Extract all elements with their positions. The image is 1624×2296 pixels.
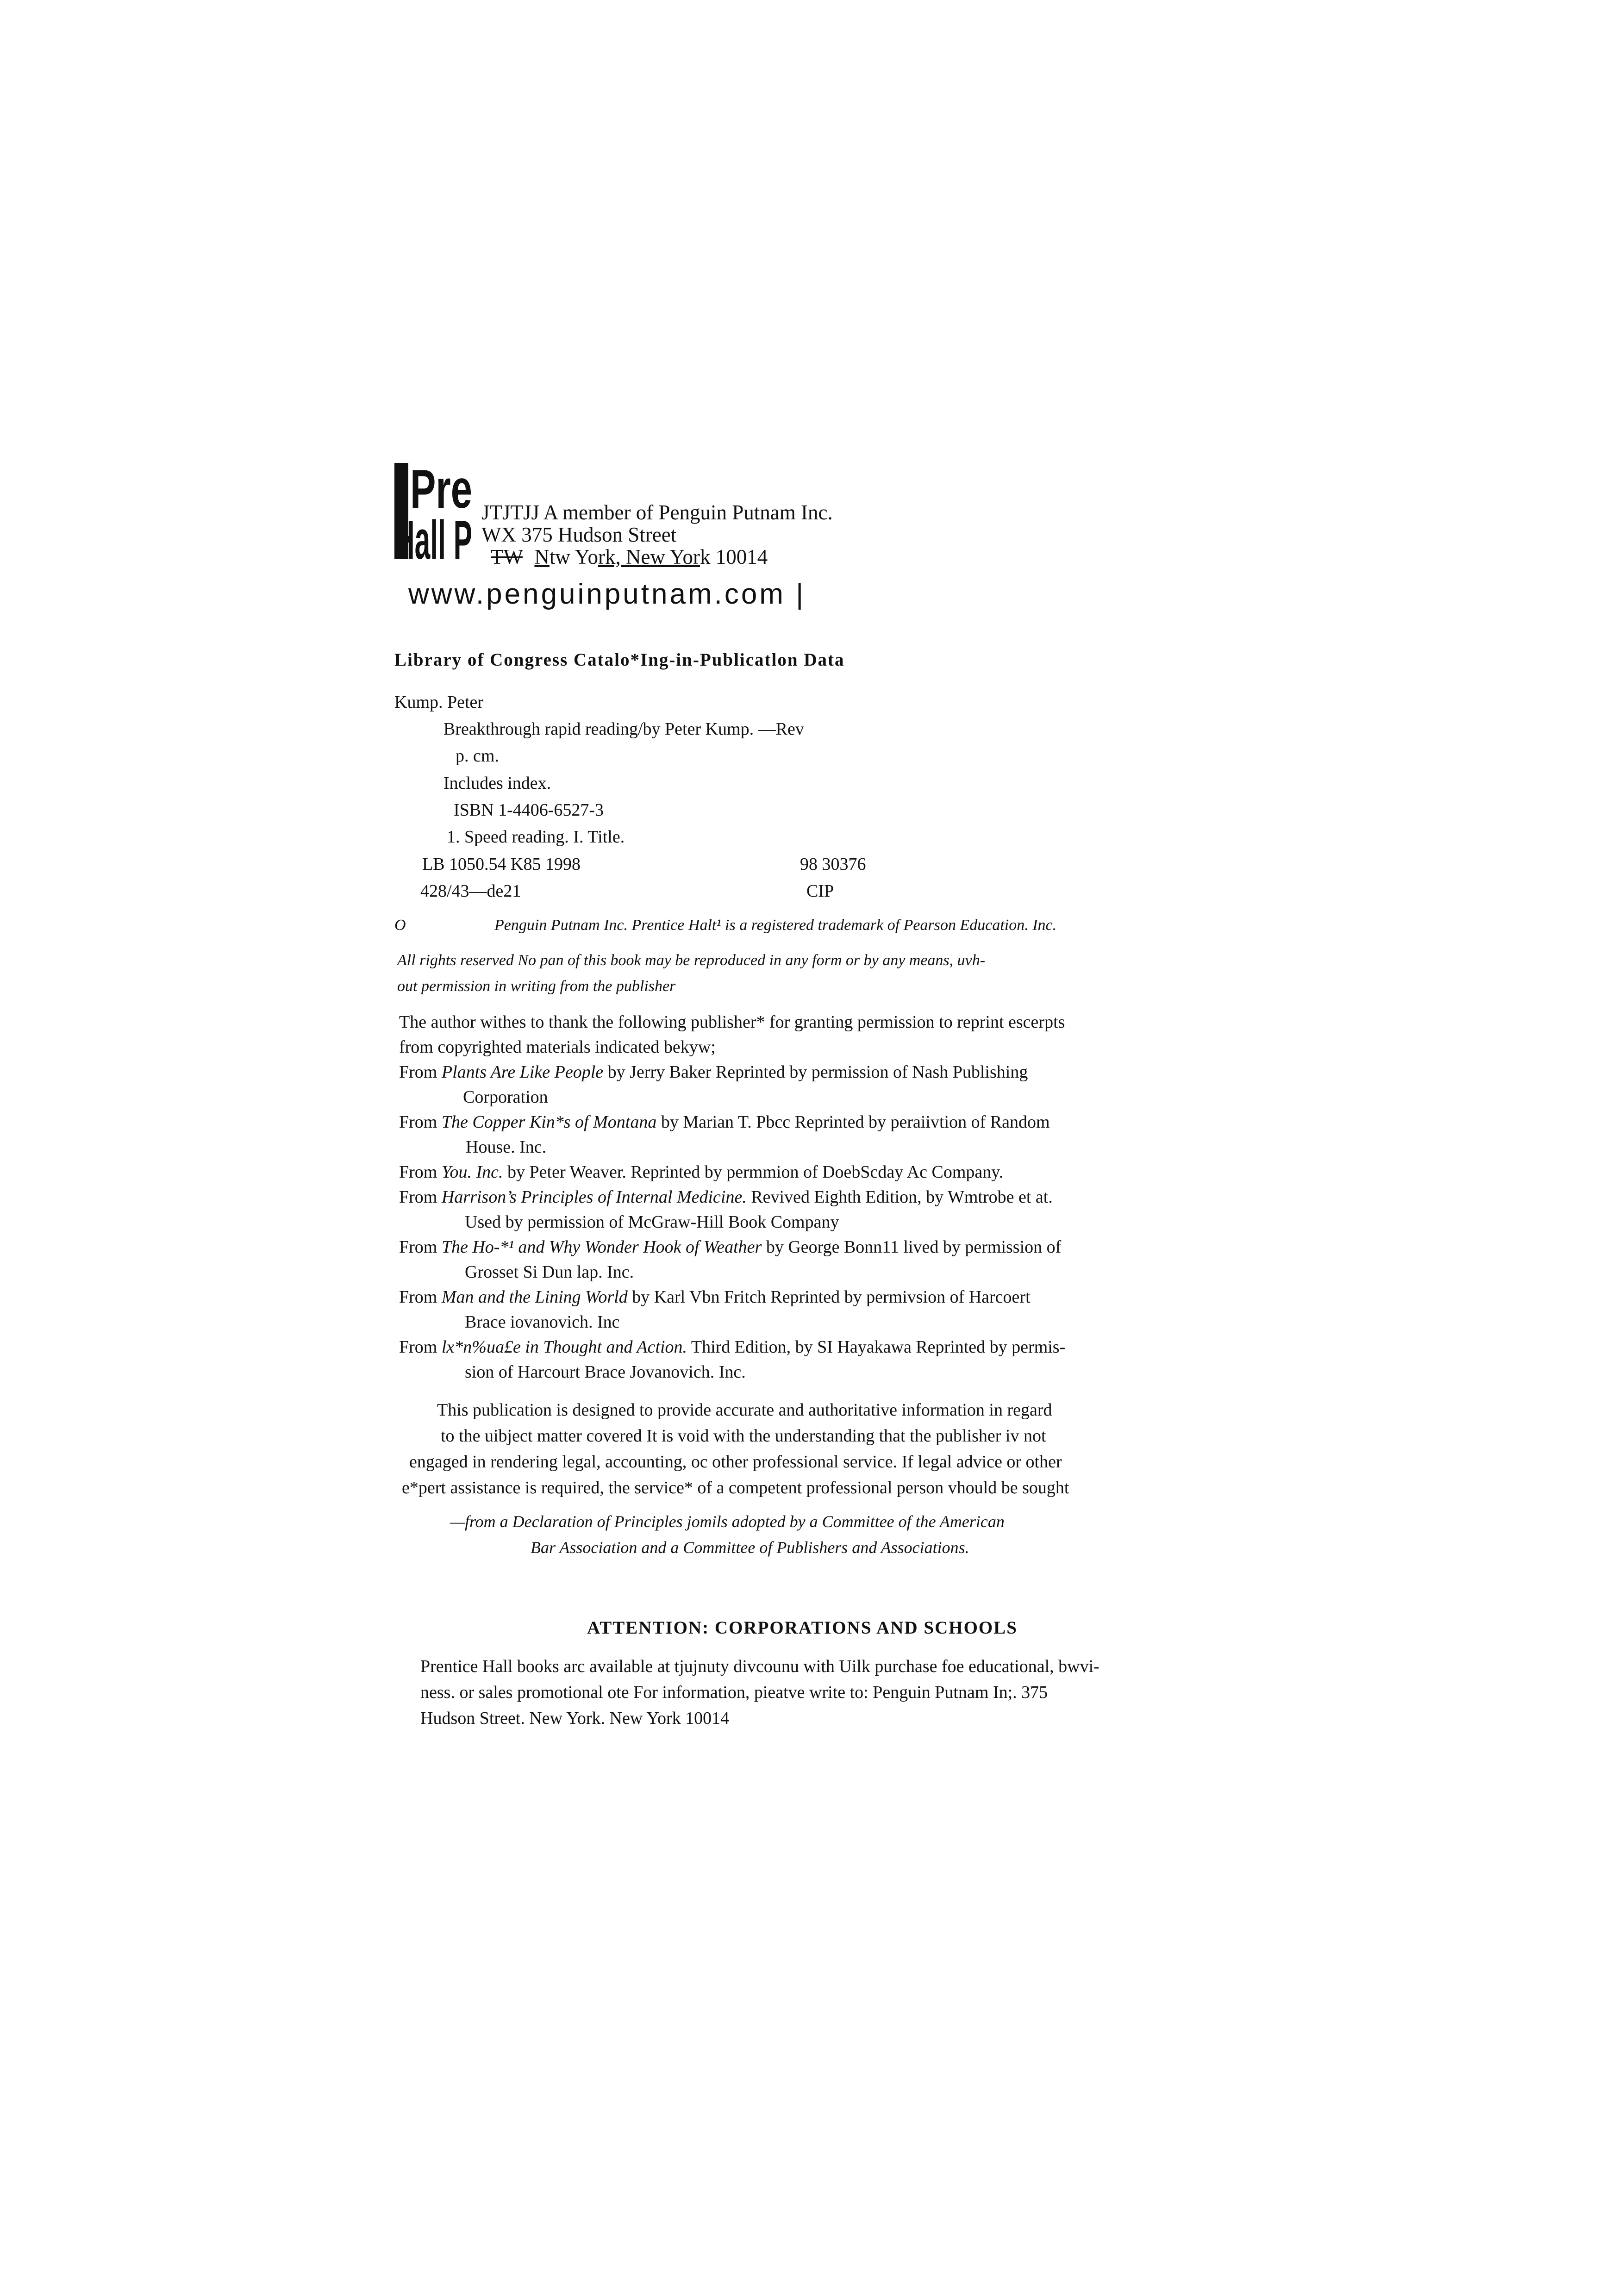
from-label: From: [399, 1287, 437, 1307]
address-fragment: tw Yo: [549, 545, 598, 568]
permission-entry-cont: Brace iovanovich. Inc: [465, 1312, 620, 1332]
from-label: From: [399, 1062, 437, 1082]
cip-heading: Library of Congress Catalo*Ing-in-Publicatlon Data: [394, 650, 845, 670]
rights-line-2: out permission in writing from the publisher: [397, 978, 676, 995]
permission-text: Third Edition, by SI Hayakawa Reprinted by permis-: [687, 1337, 1066, 1357]
attention-line-1: Prentice Hall books arc available at tjujnuty divcounu with Uilk purchase foe educational, bwvi-: [420, 1657, 1099, 1676]
publisher-line-2: WX 375 Hudson Street: [481, 523, 677, 546]
source-title: The Ho-*¹ and Why Wonder Hook of Weather: [441, 1237, 762, 1257]
permission-entry: [399, 1237, 1061, 1257]
cip-lc-class: LB 1050.54 K85 1998: [422, 855, 581, 874]
cip-subjects: 1. Speed reading. I. Title.: [447, 827, 625, 847]
from-label: From: [399, 1237, 437, 1257]
cip-title: Breakthrough rapid reading/by Peter Kump. —Rev: [443, 719, 804, 739]
permission-entry: [399, 1062, 1028, 1082]
logo-text-top: Pre: [410, 461, 472, 520]
permission-text: by Marian T. Pbcc Reprinted by peraiivtion of Random: [656, 1112, 1050, 1132]
permission-entry-cont: Corporation: [463, 1087, 548, 1107]
cip-tag: CIP: [806, 881, 834, 901]
source-title: Man and the Lining World: [441, 1287, 628, 1307]
source-title: You. Inc.: [441, 1162, 503, 1182]
permission-text: by Jerry Baker Reprinted by permission of Nash Publishing: [603, 1062, 1028, 1082]
from-label: From: [399, 1337, 437, 1357]
address-fragment: N: [534, 545, 550, 568]
permission-entry-cont: House. Inc.: [466, 1137, 547, 1157]
permission-text: Revived Eighth Edition, by Wmtrobe et at.: [746, 1187, 1053, 1207]
declaration-line-3: engaged in rendering legal, accounting, oc other professional service. If legal advice or other: [409, 1452, 1062, 1472]
cip-author: Kump. Peter: [394, 693, 484, 712]
struck-text: TW: [491, 545, 523, 568]
from-label: From: [399, 1162, 437, 1182]
permission-entry: [399, 1337, 1065, 1357]
publisher-logo: [394, 461, 473, 562]
permission-entry: [399, 1287, 1031, 1307]
permission-entry-cont: Grosset Si Dun lap. Inc.: [465, 1262, 634, 1282]
attention-line-3: Hudson Street. New York. New York 10014: [420, 1709, 730, 1728]
source-title: lx*n%ua£e in Thought and Action.: [441, 1337, 687, 1357]
permission-entry: [399, 1112, 1050, 1132]
publisher-line-1: JTJTJJ A member of Penguin Putnam Inc.: [481, 501, 833, 524]
permission-entry: [399, 1187, 1053, 1207]
copyright-text: Penguin Putnam Inc. Prentice Halt¹ is a registered trademark of Pearson Education. Inc.: [494, 917, 1057, 934]
copyright-mark: O: [394, 917, 406, 934]
logo-text-bottom: Hall P: [394, 510, 472, 562]
permissions-intro-1: The author withes to thank the following publisher* for granting permission to reprint escerpts: [399, 1012, 1065, 1032]
address-fragment: k 10014: [700, 545, 768, 568]
permissions-intro-2: from copyrighted materials indicated bekyw;: [399, 1037, 716, 1057]
prentice-hall-logo-mark: [394, 461, 473, 562]
declaration-line-1: This publication is designed to provide accurate and authoritative information in regard: [437, 1400, 1052, 1420]
attention-heading: ATTENTION: CORPORATIONS AND SCHOOLS: [587, 1618, 1018, 1638]
permission-text: by Karl Vbn Fritch Reprinted by permivsion of Harcoert: [627, 1287, 1031, 1307]
declaration-source-1: —from a Declaration of Principles jomils adopted by a Committee of the American: [450, 1512, 1005, 1531]
rights-line-1: All rights reserved No pan of this book may be reproduced in any form or by any means, uvh-: [397, 952, 986, 969]
permission-entry: [399, 1162, 1003, 1182]
from-label: From: [399, 1112, 437, 1132]
declaration-line-4: e*pert assistance is required, the service* of a competent professional person vhould be sought: [402, 1478, 1069, 1497]
permission-text: by Peter Weaver. Reprinted by permmion of DoebScday Ac Company.: [503, 1162, 1004, 1182]
cip-pages: p. cm.: [456, 746, 499, 766]
cip-index: Includes index.: [443, 774, 551, 793]
attention-line-2: ness. or sales promotional ote For information, pieatve write to: Penguin Putnam In;. 375: [420, 1683, 1048, 1702]
cip-lccn: 98 30376: [800, 855, 866, 874]
declaration-line-2: to the uibject matter covered It is void with the understanding that the publisher iv not: [441, 1426, 1046, 1446]
permission-entry-cont: sion of Harcourt Brace Jovanovich. Inc.: [465, 1362, 746, 1382]
permission-entry-cont: Used by permission of McGraw-Hill Book Company: [465, 1212, 839, 1232]
source-title: Harrison’s Principles of Internal Medicine.: [441, 1187, 747, 1207]
from-label: From: [399, 1187, 437, 1207]
cip-isbn: ISBN 1-4406-6527-3: [454, 800, 604, 820]
source-title: Plants Are Like People: [441, 1062, 604, 1082]
cip-dewey: 428/43—de21: [420, 881, 521, 901]
publisher-line-3: [491, 546, 768, 568]
address-fragment: rk, New Yor: [598, 545, 700, 568]
publisher-url: www.penguinputnam.com |: [408, 578, 806, 610]
source-title: The Copper Kin*s of Montana: [441, 1112, 657, 1132]
permission-text: by George Bonn11 lived by permission of: [762, 1237, 1062, 1257]
declaration-source-2: Bar Association and a Committee of Publishers and Associations.: [531, 1538, 969, 1557]
